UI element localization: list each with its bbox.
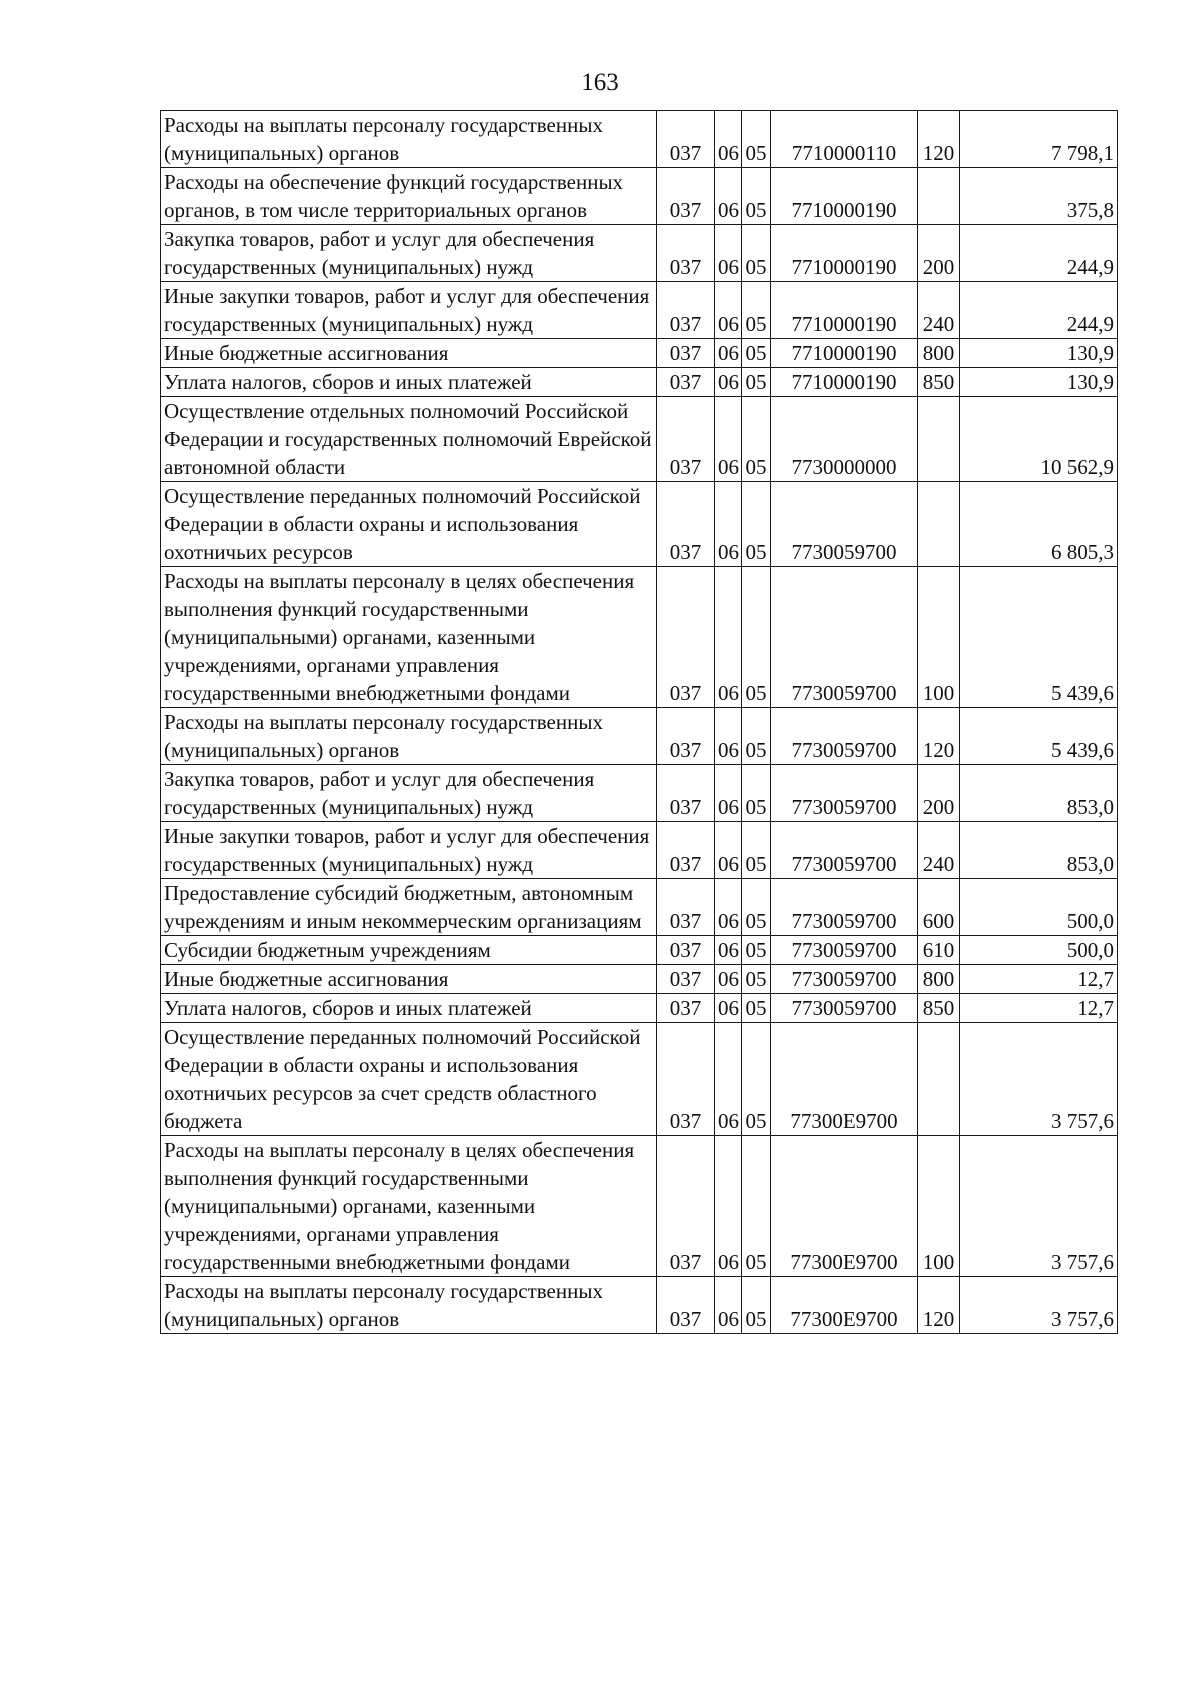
table-row <box>161 1277 1118 1334</box>
expense-name-cell: Осуществление переданных полномочий Российской Федерации в области охраны и использования охотничьих ресурсов <box>161 482 657 567</box>
ministry-code-cell: 037 <box>657 567 715 708</box>
expense-type-cell: 800 <box>918 339 960 368</box>
table-row <box>161 822 1118 879</box>
subsection-code-cell: 05 <box>742 168 771 225</box>
subsection-code-cell: 05 <box>742 1277 771 1334</box>
expense-type-cell: 200 <box>918 765 960 822</box>
section-code-cell: 06 <box>715 482 742 567</box>
subsection-code-cell: 05 <box>742 936 771 965</box>
expense-name-cell: Расходы на выплаты персоналу государственных (муниципальных) органов <box>161 1277 657 1334</box>
expense-name-cell: Уплата налогов, сборов и иных платежей <box>161 368 657 397</box>
target-article-cell: 7730059700 <box>771 482 918 567</box>
expense-name-cell: Иные бюджетные ассигнования <box>161 339 657 368</box>
target-article-cell: 7710000190 <box>771 368 918 397</box>
ministry-code-cell: 037 <box>657 879 715 936</box>
target-article-cell: 7730059700 <box>771 994 918 1023</box>
expense-name-cell: Иные закупки товаров, работ и услуг для обеспечения государственных (муниципальных) нужд <box>161 282 657 339</box>
expense-type-cell <box>918 482 960 567</box>
amount-cell: 10 562,9 <box>960 397 1118 482</box>
subsection-code-cell: 05 <box>742 965 771 994</box>
target-article-cell: 7710000110 <box>771 111 918 168</box>
expense-type-cell <box>918 397 960 482</box>
subsection-code-cell: 05 <box>742 879 771 936</box>
table-row <box>161 111 1118 168</box>
amount-cell: 12,7 <box>960 994 1118 1023</box>
section-code-cell: 06 <box>715 1023 742 1136</box>
amount-cell: 7 798,1 <box>960 111 1118 168</box>
expense-name-cell: Уплата налогов, сборов и иных платежей <box>161 994 657 1023</box>
expense-name-cell: Осуществление отдельных полномочий Российской Федерации и государственных полномочий Еврейской автономной области <box>161 397 657 482</box>
ministry-code-cell: 037 <box>657 168 715 225</box>
expense-name-cell: Иные бюджетные ассигнования <box>161 965 657 994</box>
section-code-cell: 06 <box>715 168 742 225</box>
section-code-cell: 06 <box>715 965 742 994</box>
expense-type-cell: 240 <box>918 282 960 339</box>
ministry-code-cell: 037 <box>657 397 715 482</box>
target-article-cell: 7730059700 <box>771 879 918 936</box>
section-code-cell: 06 <box>715 1277 742 1334</box>
subsection-code-cell: 05 <box>742 397 771 482</box>
target-article-cell: 7730059700 <box>771 765 918 822</box>
ministry-code-cell: 037 <box>657 368 715 397</box>
subsection-code-cell: 05 <box>742 765 771 822</box>
amount-cell: 853,0 <box>960 765 1118 822</box>
expense-name-cell: Осуществление переданных полномочий Российской Федерации в области охраны и использования охотничьих ресурсов за счет средств областного бюджета <box>161 1023 657 1136</box>
subsection-code-cell: 05 <box>742 1023 771 1136</box>
expense-name-cell: Закупка товаров, работ и услуг для обеспечения государственных (муниципальных) нужд <box>161 765 657 822</box>
amount-cell: 853,0 <box>960 822 1118 879</box>
table-row <box>161 965 1118 994</box>
target-article-cell: 7730059700 <box>771 965 918 994</box>
section-code-cell: 06 <box>715 368 742 397</box>
amount-cell: 500,0 <box>960 879 1118 936</box>
section-code-cell: 06 <box>715 765 742 822</box>
subsection-code-cell: 05 <box>742 111 771 168</box>
amount-cell: 130,9 <box>960 368 1118 397</box>
subsection-code-cell: 05 <box>742 1136 771 1277</box>
subsection-code-cell: 05 <box>742 482 771 567</box>
expense-type-cell: 610 <box>918 936 960 965</box>
target-article-cell: 7730000000 <box>771 397 918 482</box>
section-code-cell: 06 <box>715 111 742 168</box>
ministry-code-cell: 037 <box>657 482 715 567</box>
ministry-code-cell: 037 <box>657 111 715 168</box>
table-row <box>161 879 1118 936</box>
amount-cell: 3 757,6 <box>960 1136 1118 1277</box>
section-code-cell: 06 <box>715 567 742 708</box>
table-row <box>161 567 1118 708</box>
section-code-cell: 06 <box>715 397 742 482</box>
amount-cell: 12,7 <box>960 965 1118 994</box>
ministry-code-cell: 037 <box>657 965 715 994</box>
table-row <box>161 765 1118 822</box>
amount-cell: 5 439,6 <box>960 567 1118 708</box>
section-code-cell: 06 <box>715 879 742 936</box>
subsection-code-cell: 05 <box>742 282 771 339</box>
target-article-cell: 7730059700 <box>771 708 918 765</box>
table-row <box>161 282 1118 339</box>
subsection-code-cell: 05 <box>742 567 771 708</box>
section-code-cell: 06 <box>715 708 742 765</box>
target-article-cell: 7730059700 <box>771 567 918 708</box>
target-article-cell: 7730059700 <box>771 822 918 879</box>
expense-type-cell: 120 <box>918 1277 960 1334</box>
expense-type-cell: 120 <box>918 111 960 168</box>
expense-type-cell: 850 <box>918 994 960 1023</box>
table-row <box>161 708 1118 765</box>
table-row <box>161 1023 1118 1136</box>
table-row <box>161 936 1118 965</box>
target-article-cell: 77300E9700 <box>771 1277 918 1334</box>
amount-cell: 244,9 <box>960 225 1118 282</box>
section-code-cell: 06 <box>715 282 742 339</box>
amount-cell: 130,9 <box>960 339 1118 368</box>
target-article-cell: 7730059700 <box>771 936 918 965</box>
table-row <box>161 994 1118 1023</box>
amount-cell: 244,9 <box>960 282 1118 339</box>
expense-type-cell <box>918 1023 960 1136</box>
expense-name-cell: Предоставление субсидий бюджетным, автономным учреждениям и иным некоммерческим организациям <box>161 879 657 936</box>
ministry-code-cell: 037 <box>657 1136 715 1277</box>
target-article-cell: 7710000190 <box>771 168 918 225</box>
ministry-code-cell: 037 <box>657 282 715 339</box>
ministry-code-cell: 037 <box>657 1023 715 1136</box>
subsection-code-cell: 05 <box>742 368 771 397</box>
expense-type-cell: 850 <box>918 368 960 397</box>
ministry-code-cell: 037 <box>657 339 715 368</box>
table-row <box>161 368 1118 397</box>
table-row <box>161 1136 1118 1277</box>
amount-cell: 500,0 <box>960 936 1118 965</box>
expense-name-cell: Субсидии бюджетным учреждениям <box>161 936 657 965</box>
target-article-cell: 77300E9700 <box>771 1136 918 1277</box>
expense-type-cell: 600 <box>918 879 960 936</box>
target-article-cell: 7710000190 <box>771 225 918 282</box>
table-body <box>161 111 1118 1334</box>
ministry-code-cell: 037 <box>657 1277 715 1334</box>
section-code-cell: 06 <box>715 822 742 879</box>
expense-type-cell: 240 <box>918 822 960 879</box>
amount-cell: 375,8 <box>960 168 1118 225</box>
expense-type-cell: 100 <box>918 567 960 708</box>
budget-table <box>160 110 1118 1334</box>
amount-cell: 3 757,6 <box>960 1023 1118 1136</box>
expense-name-cell: Расходы на выплаты персоналу в целях обеспечения выполнения функций государственными (муниципальными) органами, казенными учреждениями, органами управления государственными внебюджетными фондами <box>161 1136 657 1277</box>
expense-type-cell: 200 <box>918 225 960 282</box>
expense-name-cell: Иные закупки товаров, работ и услуг для обеспечения государственных (муниципальных) нужд <box>161 822 657 879</box>
table-row <box>161 339 1118 368</box>
target-article-cell: 7710000190 <box>771 339 918 368</box>
subsection-code-cell: 05 <box>742 994 771 1023</box>
expense-name-cell: Расходы на обеспечение функций государственных органов, в том числе территориальных органов <box>161 168 657 225</box>
expense-type-cell: 120 <box>918 708 960 765</box>
expense-name-cell: Расходы на выплаты персоналу государственных (муниципальных) органов <box>161 111 657 168</box>
expense-name-cell: Расходы на выплаты персоналу государственных (муниципальных) органов <box>161 708 657 765</box>
target-article-cell: 7710000190 <box>771 282 918 339</box>
ministry-code-cell: 037 <box>657 936 715 965</box>
amount-cell: 6 805,3 <box>960 482 1118 567</box>
ministry-code-cell: 037 <box>657 225 715 282</box>
subsection-code-cell: 05 <box>742 708 771 765</box>
expense-type-cell: 100 <box>918 1136 960 1277</box>
section-code-cell: 06 <box>715 1136 742 1277</box>
expense-type-cell: 800 <box>918 965 960 994</box>
page-number: 163 <box>581 69 619 96</box>
expense-name-cell: Расходы на выплаты персоналу в целях обеспечения выполнения функций государственными (муниципальными) органами, казенными учреждениями, органами управления государственными внебюджетными фондами <box>161 567 657 708</box>
table-row <box>161 225 1118 282</box>
table-row <box>161 397 1118 482</box>
target-article-cell: 77300E9700 <box>771 1023 918 1136</box>
expense-type-cell <box>918 168 960 225</box>
table-row <box>161 168 1118 225</box>
subsection-code-cell: 05 <box>742 339 771 368</box>
expense-name-cell: Закупка товаров, работ и услуг для обеспечения государственных (муниципальных) нужд <box>161 225 657 282</box>
ministry-code-cell: 037 <box>657 765 715 822</box>
section-code-cell: 06 <box>715 994 742 1023</box>
subsection-code-cell: 05 <box>742 822 771 879</box>
ministry-code-cell: 037 <box>657 708 715 765</box>
subsection-code-cell: 05 <box>742 225 771 282</box>
amount-cell: 3 757,6 <box>960 1277 1118 1334</box>
section-code-cell: 06 <box>715 936 742 965</box>
ministry-code-cell: 037 <box>657 994 715 1023</box>
amount-cell: 5 439,6 <box>960 708 1118 765</box>
section-code-cell: 06 <box>715 225 742 282</box>
section-code-cell: 06 <box>715 339 742 368</box>
table-row <box>161 482 1118 567</box>
ministry-code-cell: 037 <box>657 822 715 879</box>
